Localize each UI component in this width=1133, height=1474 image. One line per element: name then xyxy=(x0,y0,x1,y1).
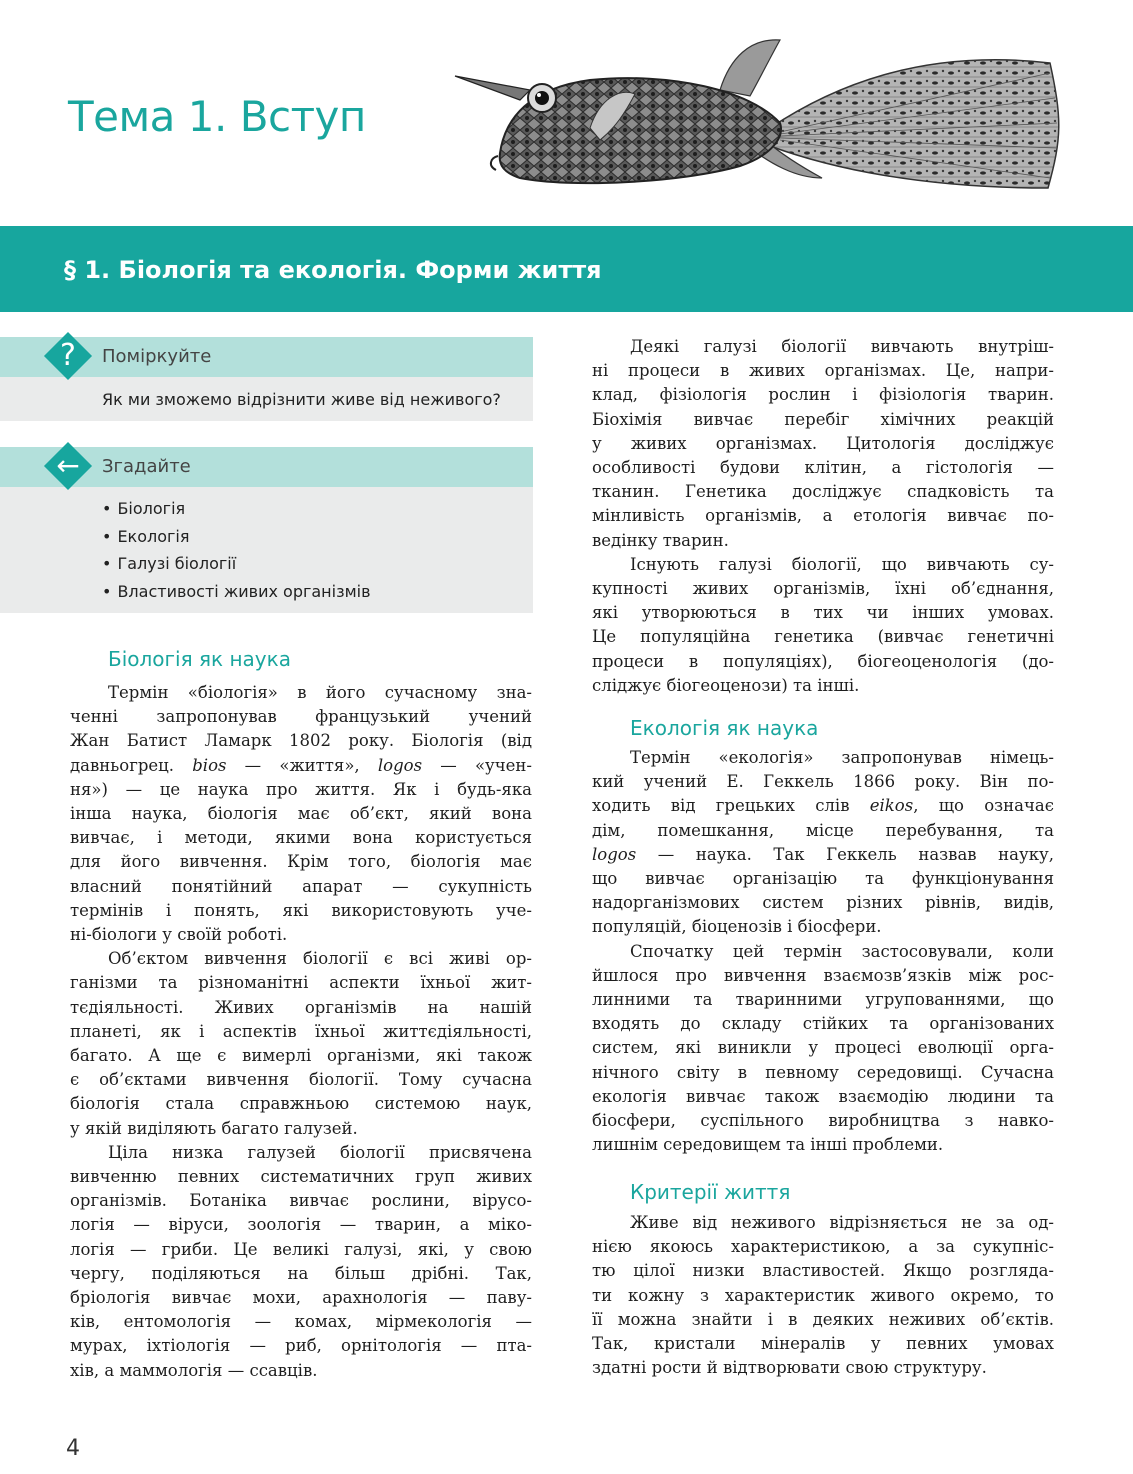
text-line: нією якоюсь характеристикою, а за сукупніс- xyxy=(592,1237,1054,1257)
text-line: хів, а маммологія — ссавців. xyxy=(70,1360,318,1380)
text-line: ні-біологи у своїй роботі. xyxy=(70,925,288,945)
left-text-column xyxy=(70,681,532,1383)
topic-title: Тема 1. Вступ xyxy=(68,92,366,141)
text-line: Це популяційна генетика (вивчає генетичні xyxy=(592,627,1054,647)
text-line: популяцій, біоценозів і біосфери. xyxy=(592,917,882,937)
arrow-left-icon: ← xyxy=(56,449,80,482)
recall-item: • Екологія xyxy=(102,526,371,554)
text-line: вивчає, і методи, якими вона користується xyxy=(70,828,532,848)
text-line: чергу, поділяються на більш дрібні. Так, xyxy=(70,1263,532,1283)
text-line: тєдіяльності. Живих організмів на нашій xyxy=(70,997,532,1017)
text-line: організмів. Ботаніка вивчає рослини, вірусо- xyxy=(70,1191,532,1211)
text-line: вивченню певних систематичних груп живих xyxy=(70,1167,532,1187)
text-line: нічного світу в певному середовищі. Сучасна xyxy=(592,1062,1054,1082)
text-line: сліджує біогеоценози) та інші. xyxy=(592,675,860,695)
text-line: у якій виділяють багато галузей. xyxy=(70,1118,358,1138)
text-line: мінливість організмів, а етологія вивчає по- xyxy=(592,506,1054,526)
text-line: ні процеси в живих організмах. Це, напри- xyxy=(592,361,1054,381)
text-line: линними та тваринними угрупованнями, що xyxy=(592,990,1054,1010)
text-line: бріологія вивчає мохи, арахнологія — паву- xyxy=(70,1288,532,1308)
right-text-column-3 xyxy=(592,1211,1054,1380)
text-line: входять до складу стійких та організованих xyxy=(592,1014,1054,1034)
text-line: особливості будови клітин, а гістологія — xyxy=(592,458,1054,478)
text-line: екологія вивчає також взаємодію людини та xyxy=(592,1086,1054,1106)
text-line: тю цілої низки властивостей. Якщо розгляда- xyxy=(592,1261,1054,1281)
boxfish-illustration xyxy=(450,28,1070,208)
heading-biology: Біологія як наука xyxy=(108,647,291,671)
think-box-question: Як ми зможемо відрізнити живе від неживого? xyxy=(102,390,501,409)
text-line: ганізми та різноманітні аспекти їхньої жит- xyxy=(70,973,532,993)
text-line: здатні рости й відтворювати свою структуру. xyxy=(592,1358,987,1378)
think-box-label: Поміркуйте xyxy=(102,346,212,367)
right-text-column-1 xyxy=(592,335,1054,698)
text-line: ходить від грецьких слів eikos, що означає xyxy=(592,796,1054,816)
text-line: є об’єктами вивчення біології. Тому сучасна xyxy=(70,1070,532,1090)
text-line: систем, які виникли у процесі еволюції орга- xyxy=(592,1038,1054,1058)
text-line: термінів і понять, які використовують уче- xyxy=(70,900,532,920)
text-line: багато. А ще є вимерлі організми, які також xyxy=(70,1046,532,1066)
heading-ecology: Екологія як наука xyxy=(630,716,819,740)
text-line: які утворюються в тих чи інших умовах. xyxy=(592,603,1054,623)
text-line: кий учений Е. Геккель 1866 року. Він по- xyxy=(592,772,1054,792)
text-line: логія — віруси, зоологія — тварин, а міко- xyxy=(70,1215,532,1235)
text-line: Існують галузі біології, що вивчають су- xyxy=(630,554,1054,574)
text-line: для його вивчення. Крім того, біологія має xyxy=(70,852,532,872)
text-line: Термін «біологія» в його сучасному зна- xyxy=(108,683,532,702)
text-line: Об’єктом вивчення біології є всі живі ор- xyxy=(108,949,532,969)
text-line: дім, помешкання, місце перебування, та xyxy=(592,820,1054,840)
text-line: її можна знайти і в деяких неживих об’єктів. xyxy=(592,1309,1054,1329)
text-line: йшлося про вивчення взаємозв’язків між рос- xyxy=(592,965,1054,985)
text-line: логія — гриби. Це великі галузі, які, у свою xyxy=(70,1239,532,1259)
text-line: ведінку тварин. xyxy=(592,530,729,550)
text-line: Так, кристали мінералів у певних умовах xyxy=(592,1334,1054,1354)
recall-box-label: Згадайте xyxy=(102,456,191,477)
text-line: Деякі галузі біології вивчають внутріш- xyxy=(630,337,1054,356)
text-line: планеті, як і аспектів їхньої життєдіяльності, xyxy=(70,1021,532,1041)
question-mark-icon: ? xyxy=(60,338,76,373)
text-line: давньогрец. bios — «життя», logos — «учен- xyxy=(70,755,532,775)
text-line: logos — наука. Так Геккель назвав науку, xyxy=(592,844,1054,864)
text-line: біосфери, суспільного виробництва з навко- xyxy=(592,1111,1054,1131)
heading-criteria: Критерії життя xyxy=(630,1180,791,1204)
text-line: що вивчає організацію та функціонування xyxy=(592,869,1054,889)
text-line: ченні запропонував французький учений xyxy=(70,707,532,727)
page-number: 4 xyxy=(66,1436,80,1461)
text-line: ня») — це наука про життя. Як і будь-яка xyxy=(70,779,532,799)
recall-item: • Властивості живих організмів xyxy=(102,581,371,609)
text-line: ти кожну з характеристик живого окремо, то xyxy=(592,1285,1054,1305)
text-line: надорганізмових систем різних рівнів, видів, xyxy=(592,893,1054,913)
text-line: клад, фізіологія рослин і фізіологія тварин. xyxy=(592,385,1054,405)
text-line: тканин. Генетика досліджує спадковість та xyxy=(592,482,1054,502)
text-line: Термін «екологія» запропонував німець- xyxy=(630,748,1054,767)
recall-item: • Галузі біології xyxy=(102,553,371,581)
text-line: Живе від неживого відрізняється не за од- xyxy=(630,1213,1054,1232)
recall-item: • Біологія xyxy=(102,498,371,526)
text-line: у живих організмах. Цитологія досліджує xyxy=(592,433,1054,453)
text-line: Ціла низка галузей біології присвячена xyxy=(108,1142,532,1162)
text-line: Жан Батист Ламарк 1802 року. Біологія (від xyxy=(70,731,532,751)
text-line: інша наука, біологія має об’єкт, який вона xyxy=(70,804,532,824)
text-line: біологія стала справжньою системою наук, xyxy=(70,1094,532,1114)
text-line: Спочатку цей термін застосовували, коли xyxy=(630,941,1054,961)
text-line: лишнім середовищем та інші проблеми. xyxy=(592,1135,944,1155)
text-line: купності живих організмів, їхні об’єднання, xyxy=(592,579,1054,599)
text-line: мурах, іхтіологія — риб, орнітологія — пта- xyxy=(70,1336,532,1356)
section-title: § 1. Біологія та екологія. Форми життя xyxy=(64,256,602,284)
right-text-column-2 xyxy=(592,746,1054,1157)
recall-list xyxy=(102,498,371,608)
text-line: власний понятійний апарат — сукупність xyxy=(70,876,532,896)
text-line: Біохімія вивчає перебіг хімічних реакцій xyxy=(592,409,1054,429)
text-line: процеси в популяціях), біогеоценологія (до- xyxy=(592,651,1054,671)
text-line: ків, ентомологія — комах, мірмекологія — xyxy=(70,1312,532,1332)
